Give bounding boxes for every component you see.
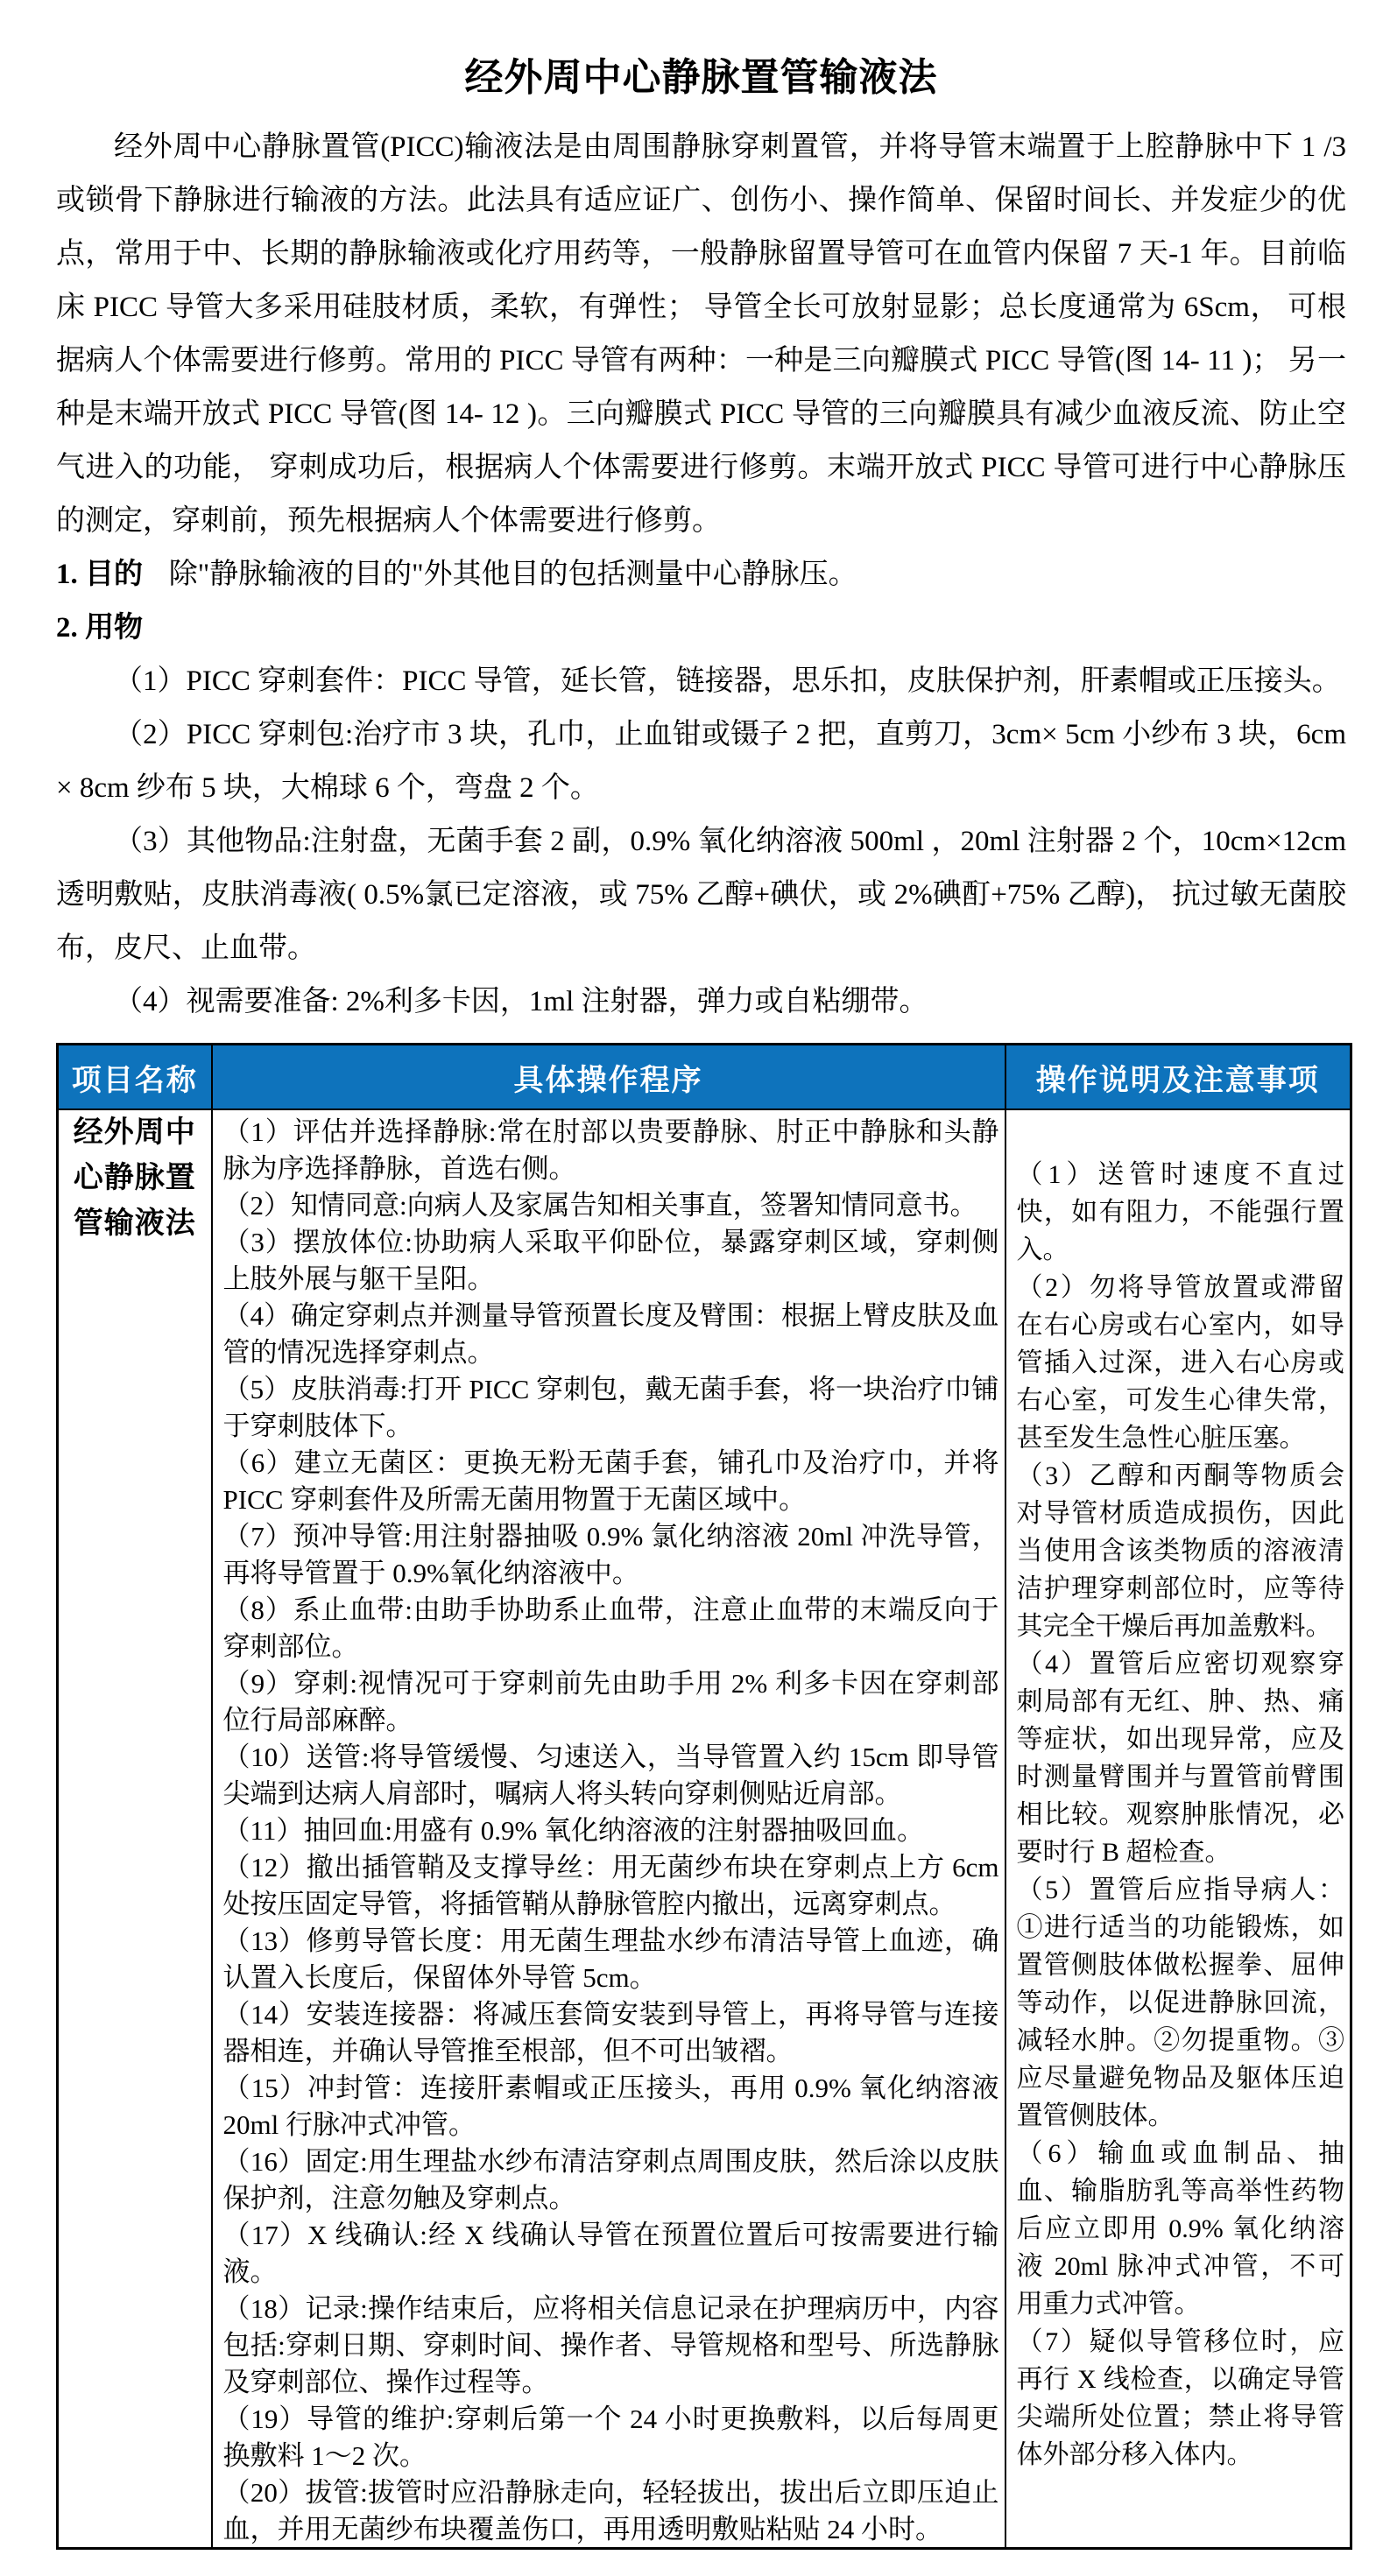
procedure-item: （9）穿刺:视情况可于穿刺前先由助手用 2% 利多卡因在穿刺部位行局部麻醉。 — [222, 1668, 999, 1735]
procedure-item: （13）修剪导管长度：用无菌生理盐水纱布清洁导管上血迹，确认置入长度后，保留体外导管 5cm。 — [222, 1925, 999, 1993]
procedure-item: （10）送管:将导管缓慢、匀速送入，当导管置入约 15cm 即导管尖端到达病人肩部时，嘱病人将头转向穿刺侧贴近肩部。 — [222, 1742, 999, 1809]
procedure-item: （16）固定:用生理盐水纱布清洁穿刺点周围皮肤，然后涂以皮肤保护剂，注意勿触及穿刺点。 — [222, 2146, 999, 2214]
procedure-item: （1）评估并选择静脉:常在肘部以贵要静脉、肘正中静脉和头静脉为序选择静脉，首选右侧。 — [222, 1116, 999, 1184]
table-row — [58, 1109, 1351, 2549]
row-title: 经外周中心静脉置管输液法 — [73, 1116, 196, 1240]
note-item: （2）勿将导管放置或滞留在右心房或右心室内，如导管插入过深，进入右心房或右心室，可发生心律失常，甚至发生急性心脏压塞。 — [1016, 1273, 1344, 1453]
purpose-text: 除"静脉输液的目的"外其他目的包括测量中心静脉压。 — [168, 559, 857, 590]
procedure-item: （12）撤出插管鞘及支撑导丝：用无菌纱布块在穿刺点上方 6cm 处按压固定导管，将插管鞘从静脉管腔内撤出，远离穿刺点。 — [222, 1852, 999, 1919]
procedure-item: （14）安装连接器：将减压套筒安装到导管上，再将导管与连接器相连，并确认导管推至根部，但不可出皱褶。 — [222, 1999, 999, 2066]
note-item: （6）输血或血制品、抽血、输脂肪乳等高举性药物后应立即用 0.9% 氧化纳溶液 20ml 脉冲式冲管，不可用重力式冲管。 — [1016, 2139, 1344, 2319]
column-header-item-name: 项目名称 — [58, 1045, 212, 1110]
procedure-item: （18）记录:操作结束后，应将相关信息记录在护理病历中，内容包括:穿刺日期、穿刺时间、操作者、导管规格和型号、所选静脉及穿刺部位、操作过程等。 — [222, 2293, 999, 2397]
supply-item: （1）PICC 穿刺套件：PICC 导管，延长管，链接器，思乐扣，皮肤保护剂，肝素帽或正压接头。 — [114, 665, 1341, 697]
procedure-item: （4）确定穿刺点并测量导管预置长度及臂围：根据上臂皮肤及血管的情况选择穿刺点。 — [222, 1300, 999, 1368]
table-header-row — [58, 1045, 1351, 1110]
row-title-cell — [58, 1109, 212, 2549]
procedure-item: （3）摆放体位:协助病人采取平仰卧位，暴露穿刺区域，穿刺侧上肢外展与躯干呈阳。 — [222, 1227, 999, 1294]
column-header-notes: 操作说明及注意事项 — [1005, 1045, 1351, 1110]
notes-list — [1006, 1110, 1351, 2547]
note-item: （5）置管后应指导病人：①进行适当的功能锻炼，如置管侧肢体做松握拳、屈伸等动作，以促进静脉回流，减轻水肿。②勿提重物。③应尽量避免物品及躯体压迫置管侧肢体。 — [1016, 1876, 1344, 2130]
procedure-item: （15）冲封管：连接肝素帽或正压接头，再用 0.9% 氧化纳溶液 20ml 行脉冲式冲管。 — [222, 2073, 999, 2140]
column-header-procedure: 具体操作程序 — [212, 1045, 1005, 1110]
procedure-item: （17）X 线确认:经 X 线确认导管在预置位置后可按需要进行输液。 — [222, 2220, 999, 2287]
supply-item: （2）PICC 穿刺包:治疗市 3 块，孔巾，止血钳或镊子 2 把，直剪刀，3cm× 5cm 小纱布 3 块，6cm × 8cm 纱布 5 块，大棉球 6 个，弯盘 2 个。 — [56, 719, 1346, 804]
procedure-item: （5）皮肤消毒:打开 PICC 穿刺包，戴无菌手套，将一块治疗巾铺于穿刺肢体下。 — [222, 1374, 999, 1441]
note-item: （3）乙醇和丙酮等物质会对导管材质造成损伤，因此当使用含该类物质的溶液清洁护理穿刺部位时，应等待其完全干燥后再加盖敷料。 — [1016, 1461, 1344, 1641]
procedure-item: （6）建立无菌区：更换无粉无菌手套，铺孔巾及治疗巾，并将 PICC 穿刺套件及所需无菌用物置于无菌区域中。 — [222, 1447, 999, 1515]
purpose-section — [56, 548, 1346, 602]
purpose-heading: 1. 目的 — [56, 559, 143, 590]
procedure-item: （20）拔管:拔管时应沿静脉走向，轻轻拔出，拔出后立即压迫止血，并用无菌纱布块覆盖伤口，再用透明敷贴粘贴 24 小时。 — [222, 2477, 999, 2544]
procedure-item: （8）系止血带:由助手协助系止血带，注意止血带的末端反向于穿刺部位。 — [222, 1594, 999, 1662]
supplies-section — [56, 602, 1346, 655]
note-item: （4）置管后应密切观察穿刺局部有无红、肿、热、痛等症状，如出现异常，应及时测量臂围并与置管前臂围相比较。观察肿胀情况，必要时行 B 超检查。 — [1016, 1650, 1344, 1867]
supply-item: （4）视需要准备: 2%利多卡因，1ml 注射器，弹力或自粘绷带。 — [114, 986, 928, 1017]
supply-item: （3）其他物品:注射盘，无菌手套 2 副，0.9% 氧化纳溶液 500ml ，20ml 注射器 2 个，10cm×12cm 透明敷贴，皮肤消毒液( 0.5%氯已定溶液，或 75% 乙醇+碘伏，或 2%碘酊+75% 乙醇)， 抗过敏无菌胶布，皮尺、止血带。 — [56, 826, 1346, 964]
page-title: 经外周中心静脉置管输液法 — [464, 56, 938, 99]
procedure-list — [213, 1110, 1005, 2547]
supplies-heading: 2. 用物 — [56, 612, 143, 644]
procedure-item: （7）预冲导管:用注射器抽吸 0.9% 氯化纳溶液 20ml 冲洗导管，再将导管置于 0.9%氧化纳溶液中。 — [222, 1521, 999, 1588]
procedure-table — [56, 1043, 1352, 2550]
intro-paragraph: 经外周中心静脉置管(PICC)输液法是由周围静脉穿刺置管，并将导管末端置于上腔静脉中下 1 /3 或锁骨下静脉进行输液的方法。此法具有适应证广、创伤小、操作简单、保留时间长、并发症少的优点，常用于中、长期的静脉输液或化疗用药等，一般静脉留置导管可在血管内保留 7 天-1 年。目前临床 PICC 导管大多采用硅肢材质，柔软，有弹性； 导管全长可放射显影；总长度通常为 6Scm， 可根据病人个体需要进行修剪。常用的 PICC 导管有两种：一种是三向瓣膜式 PICC 导管(图 14- 11 )； 另一种是末端开放式 PICC 导管(图 14- 12 )。三向瓣膜式 PICC 导管的三向瓣膜具有减少血液反流、防止空气进入的功能， 穿刺成功后，根据病人个体需要进行修剪。末端开放式 PICC 导管可进行中心静脉压的测定，穿刺前，预先根据病人个体需要进行修剪。 — [56, 131, 1346, 537]
procedure-item: （2）知情同意:向病人及家属告知相关事直，签署知情同意书。 — [222, 1190, 977, 1221]
procedure-item: （19）导管的维护:穿刺后第一个 24 小时更换敷料，以后每周更换敷料 1～2 次。 — [222, 2404, 999, 2471]
procedure-item: （11）抽回血:用盛有 0.9% 氧化纳溶液的注射器抽吸回血。 — [222, 1815, 925, 1846]
note-item: （7）疑似导管移位时，应再行 X 线检查，以确定导管尖端所处位置；禁止将导管体外部分移入体内。 — [1016, 2327, 1344, 2469]
procedure-cell — [212, 1109, 1005, 2549]
note-item: （1）送管时速度不直过快，如有阻力，不能强行置入。 — [1016, 1160, 1344, 1264]
notes-cell — [1005, 1109, 1351, 2549]
